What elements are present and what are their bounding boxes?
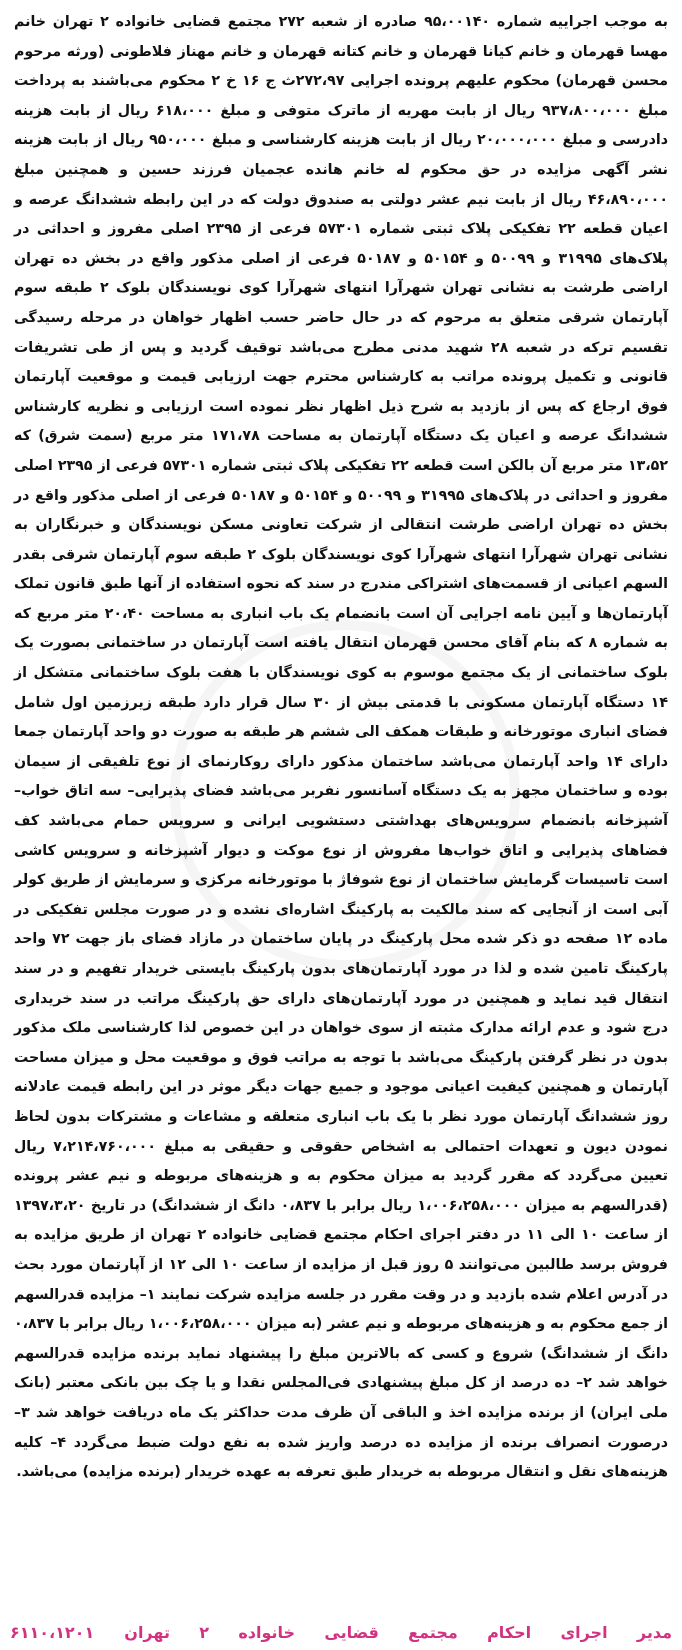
footer-word: تهران	[124, 1623, 170, 1642]
notice-body-text: به موجب اجراییه شماره ۹۵،۰۰۱۴۰ صادره از شعبه ۲۷۲ مجتمع قضایی خانواده ۲ تهران خانم مهسا قهرمان و خانم کیانا قهرمان و خانم کتانه قهرمان و خانم مهناز فلاطونی (ورثه مرحوم محسن قهرمان) محکوم علیهم پرونده اجرایی ۲۷۲،۹۷ث ج ۱۶ خ ۲ محکوم می‌باشند به پرداخت مبلغ ۹۳۷،۸۰۰،۰۰۰ ریال از بابت مهریه از ماترک متوفی و مبلغ ۶۱۸،۰۰۰ ریال از بابت هزینه دادرسی و مبلغ ۲۰،۰۰۰،۰۰۰ ریال از بابت هزینه کارشناسی و مبلغ ۹۵۰،۰۰۰ ریال از بابت هزینه نشر آگهی مزایده در حق محکوم له خانم هانده عجمیان فرزند حسین و همچنین مبلغ ۴۶،۸۹۰،۰۰۰ ریال از بابت نیم عشر دولتی به صندوق دولت که در این رابطه ششدانگ عرصه و اعیان قطعه ۲۲ تفکیکی پلاک ثبتی شماره ۵۷۳۰۱ فرعی از ۲۳۹۵ اصلی مفروز و احداثی در پلاک‌های ۳۱۹۹۵ و ۵۰۰۹۹ و ۵۰۱۵۴ و ۵۰۱۸۷ فرعی از اصلی مذکور واقع در بخش ده تهران اراضی طرشت به نشانی تهران شهرآرا انتهای شهرآرا کوی نویسندگان بلوک ۲ طبقه سوم آپارتمان شرقی متعلق به مرحوم که در حال حاضر حسب اظهار خواهان در مرحله رسیدگی تقسیم ترکه در شعبه ۲۸ شهید مدنی مطرح می‌باشد توقیف گردید و پس از طی تشریفات قانونی و تکمیل پرونده مراتب به کارشناس محترم جهت ارزیابی قیمت و موقعیت آپارتمان فوق ارجاع که پس از بازدید به شرح ذیل اظهار نظر نموده است ارزیابی و نظریه کارشناس ششدانگ عرصه و اعیان یک دستگاه آپارتمان به مساحت ۱۷۱،۷۸ متر مربع (سمت شرق) که ۱۳،۵۲ متر مربع آن بالکن است قطعه ۲۲ تفکیکی پلاک ثبتی شماره ۵۷۳۰۱ فرعی از ۲۳۹۵ اصلی مفروز و احداثی در پلاک‌های ۳۱۹۹۵ و ۵۰۰۹۹ و ۵۰۱۵۴ و ۵۰۱۸۷ فرعی از اصلی مذکور واقع در بخش ده تهران اراضی طرشت انتقالی از شرکت تعاونی مسکن نویسندگان و خبرنگاران به نشانی تهران شهرآرا انتهای شهرآرا کوی نویسندگان بلوک ۲ طبقه سوم آپارتمان شرقی بقدر السهم اعیانی از قسمت‌های اشتراکی مندرج در سند که نحوه استفاده از آنها طبق قانون تملک آپارتمان‌ها و آیین نامه اجرایی آن است بانضمام یک باب انباری به مساحت ۲۰،۴۰ متر مربع که به شماره ۸ که بنام آقای محسن قهرمان انتقال یافته است آپارتمان در ساختمانی بصورت یک بلوک ساختمانی از یک مجتمع موسوم به کوی نویسندگان با هفت بلوک ساختمانی متشکل از ۱۴ دستگاه آپارتمان مسکونی با قدمتی بیش از ۳۰ سال قرار دارد طبقه زیرزمین اول شامل فضای انباری موتورخانه و طبقات همکف الی ششم هر طبقه به صورت دو واحد آپارتمان جمعا دارای ۱۴ واحد آپارتمان می‌باشد ساختمان مذکور دارای روکارنمای از نوع تلفیقی از سیمان بوده و ساختمان مجهز به یک دستگاه آسانسور نفربر می‌باشد فضای پذیرایی– سه اتاق خواب– آشپزخانه بانضمام سرویس‌های بهداشتی دستشویی ایرانی و سرویس حمام می‌باشد کف فضاهای پذیرایی و اتاق خواب‌ها مفروش از نوع موکت و دیوار آشپزخانه و سرویس کاشی است تاسیسات گرمایش ساختمان از نوع شوفاژ با موتورخانه مرکزی و سرمایش از طریق کولر آبی است از آنجایی که سند مالکیت به پارکینگ اشاره‌ای نشده و در صورت مجلس تفکیکی در ماده ۱۲ صفحه دو ذکر شده محل پارکینگ در پایان ساختمان در مازاد فضای باز جهت ۷۲ واحد پارکینگ تامین شده و لذا در مورد آپارتمان‌های بدون پارکینگ بایستی خریدار تفهیم و در سند انتقال قید نماید و همچنین در مورد آپارتمان‌های دارای حق پارکینگ مراتب در سند خریداری درج شود و عدم ارائه مدارک مثبته از سوی خواهان در این خصوص لذا کارشناسی ملک مذکور بدون در نظر گرفتن پارکینگ می‌باشد با توجه به مراتب فوق و موقعیت محل و میزان مساحت آپارتمان و همچنین کیفیت اعیانی موجود و جمیع جهات دیگر موثر در این رابطه قیمت عادلانه روز ششدانگ آپارتمان مورد نظر با یک باب انباری متعلقه و مشاعات و مشترکات بدون لحاظ نمودن دیون و تعهدات احتمالی به اشخاص حقوقی و حقیقی به مبلغ ۷،۲۱۴،۷۶۰،۰۰۰ ریال تعیین می‌گردد که مقرر گردید به میزان محکوم به و هزینه‌های مربوطه و نیم عشر پرونده (قدرالسهم به میزان ۱،۰۰۶،۲۵۸،۰۰۰ ریال برابر با ۰،۸۳۷ دانگ از ششدانگ) در تاریخ ۱۳۹۷،۳،۲۰ از ساعت ۱۰ الی ۱۱ در دفتر اجرای احکام مجتمع قضایی خانواده ۲ تهران از طریق مزایده به فروش برسد طالبین می‌توانند ۵ روز قبل از مزایده از ساعت ۱۰ الی ۱۲ از آپارتمان مورد بحث در آدرس اعلام شده بازدید و در وقت مقرر در جلسه مزایده شرکت نمایند ۱– مزایده قدرالسهم از جمع محکوم به و هزینه‌های مربوطه و نیم عشر (به میزان ۱،۰۰۶،۲۵۸،۰۰۰ ریال برابر با ۰،۸۳۷ دانگ از ششدانگ) شروع و کسی که بالاترین مبلغ را پیشنهاد نماید برنده مزایده قدرالسهم خواهد شد ۲– ده درصد از کل مبلغ پیشنهادی فی‌المجلس نقدا و یا چک بین بانکی معتبر (بانک ملی ایران) از برنده مزایده اخذ و الباقی آن ظرف مدت حداکثر یک ماه دریافت خواهد شد ۳– درصورت انصراف برنده از مزایده ده درصد واریز شده به نفع دولت ضبط می‌گردد ۴– کلیه هزینه‌های نقل و انتقال مربوطه به خریدار طبق تعرفه به عهده خریدار (برنده مزایده) می‌باشد.	[14, 14, 669, 1481]
footer-word: احکام	[487, 1623, 532, 1642]
footer-word: اجرای	[560, 1623, 608, 1642]
footer-word: قضایی	[324, 1623, 379, 1642]
notice-code: ۶۱۱۰،۱۲۰۱	[10, 1623, 95, 1642]
footer-word: خانواده	[238, 1623, 296, 1642]
footer-word: ۲	[199, 1623, 210, 1642]
notice-footer	[10, 1623, 672, 1642]
footer-signature	[124, 1623, 672, 1642]
footer-word: مجتمع	[408, 1623, 458, 1642]
footer-word: مدیر	[636, 1623, 672, 1642]
